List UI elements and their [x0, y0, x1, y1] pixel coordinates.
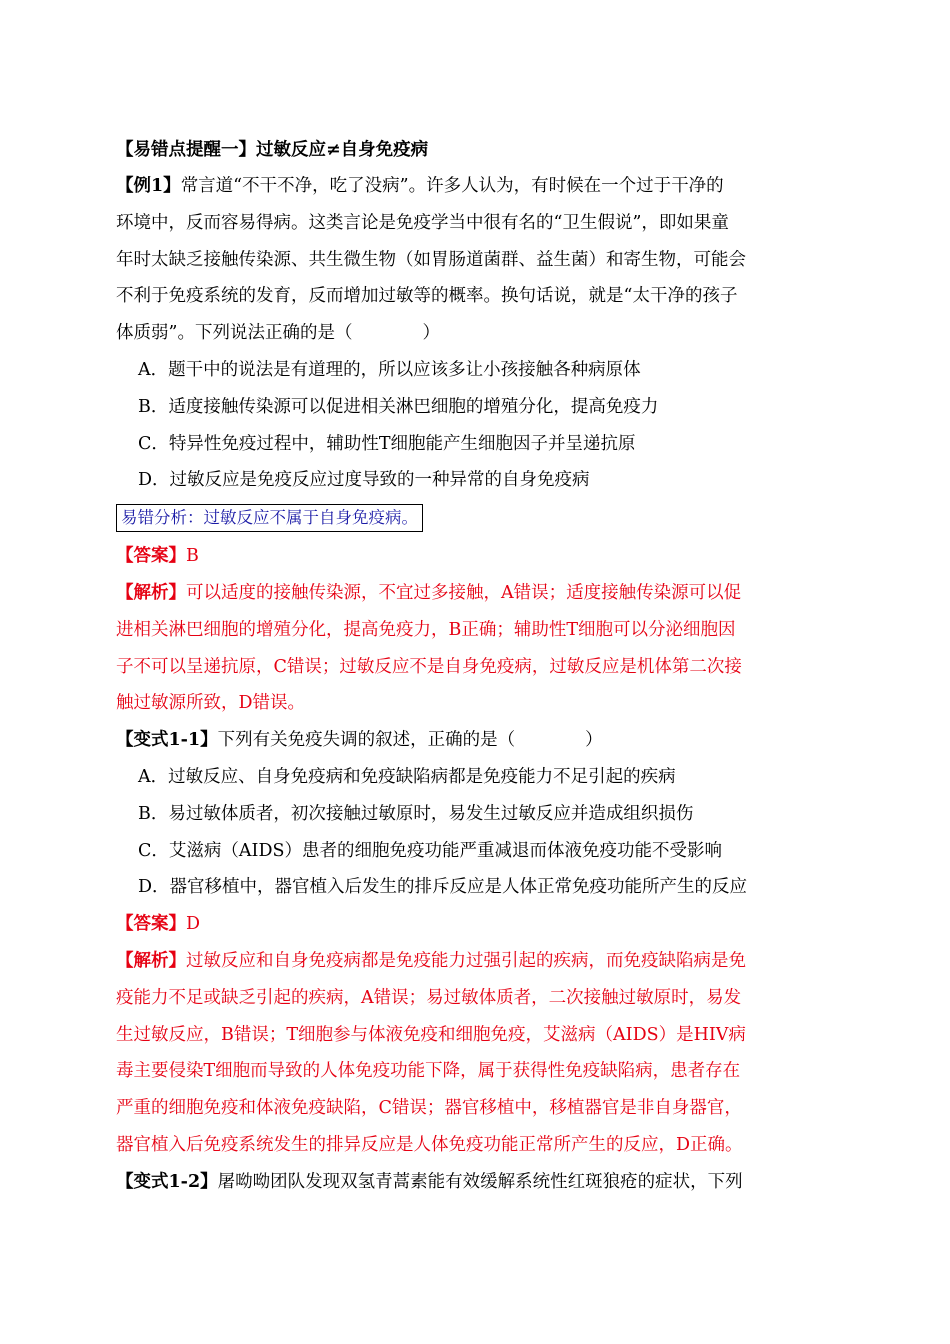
example1-analysis-tag: 【解析】	[116, 582, 186, 603]
example1-stem-line: 常言道“不干不净，吃了没病”。许多人认为，有时候在一个过于干净的	[180, 176, 724, 196]
example1-stem-line: 年时太缺乏接触传染源、共生微生物（如胃肠道菌群、益生菌）和寄生物，可能会	[116, 249, 746, 270]
variant1-1-analysis-line: 器官植入后免疫系统发生的排异反应是人体免疫功能正常所产生的反应，D正确。	[116, 1134, 743, 1155]
example1-option-a: A．题干中的说法是有道理的，所以应该多让小孩接触各种病原体	[138, 359, 641, 380]
variant1-2-stem	[116, 1164, 816, 1201]
variant1-1-option-b: B．易过敏体质者，初次接触过敏原时，易发生过敏反应并造成组织损伤	[138, 803, 694, 824]
variant1-1-answer	[116, 906, 816, 943]
variant1-1-analysis-text: 过敏反应和自身免疫病都是免疫能力过强引起的疾病，而免疫缺陷病是免	[186, 950, 746, 971]
section-title: 【易错点提醒一】过敏反应≠自身免疫病	[116, 140, 429, 160]
example1-option-c: C．特异性免疫过程中，辅助性T细胞能产生细胞因子并呈递抗原	[138, 433, 636, 454]
example1-answer-value: B	[186, 546, 199, 567]
example1-answer-tag: 【答案】	[116, 546, 186, 567]
example1-line-1	[116, 168, 816, 205]
example1-analysis-text: 可以适度的接触传染源，不宜过多接触，A错误；适度接触传染源可以促	[186, 582, 742, 603]
variant1-1-analysis-line: 生过敏反应，B错误；T细胞参与体液免疫和细胞免疫，艾滋病（AIDS）是HIV病	[116, 1024, 746, 1045]
variant1-1-option-a: A．过敏反应、自身免疫病和免疫缺陷病都是免疫能力不足引起的疾病	[138, 766, 676, 787]
example1-stem-line: 不利于免疫系统的发育，反而增加过敏等的概率。换句话说，就是“太干净的孩子	[116, 286, 738, 307]
variant1-1-answer-value: D	[186, 914, 201, 935]
example1-option-b: B．适度接触传染源可以促进相关淋巴细胞的增殖分化，提高免疫力	[138, 396, 659, 417]
example1-analysis-line: 子不可以呈递抗原，C错误；过敏反应不是自身免疫病，过敏反应是机体第二次接	[116, 656, 742, 677]
variant1-1-analysis-line	[116, 943, 816, 980]
example1-tip-row	[116, 499, 816, 538]
variant1-1-option-d: D．器官移植中，器官植入后发生的排斥反应是人体正常免疫功能所产生的反应	[138, 877, 748, 898]
variant1-1-stem	[116, 722, 816, 759]
variant1-1-analysis-tag: 【解析】	[116, 950, 186, 971]
variant1-1-analysis-line: 严重的细胞免疫和体液免疫缺陷，C错误；器官移植中，移植器官是非自身器官，	[116, 1098, 742, 1119]
variant1-1-analysis-line: 毒主要侵染T细胞而导致的人体免疫功能下降，属于获得性免疫缺陷病，患者存在	[116, 1061, 741, 1082]
example1-error-tip: 易错分析：过敏反应不属于自身免疫病。	[116, 504, 423, 532]
example1-stem-line: 体质弱”。下列说法正确的是（ ）	[116, 323, 440, 344]
variant1-2-stem-text: 屠呦呦团队发现双氢青蒿素能有效缓解系统性红斑狼疮的症状，下列	[217, 1171, 743, 1192]
variant1-1-analysis-line: 疫能力不足或缺乏引起的疾病，A错误；易过敏体质者，二次接触过敏原时，易发	[116, 987, 742, 1008]
example1-analysis-line: 进相关淋巴细胞的增殖分化，提高免疫力，B正确；辅助性T细胞可以分泌细胞因	[116, 619, 736, 640]
example1-tag: 【例1】	[116, 176, 181, 196]
example1-analysis-line: 触过敏源所致，D错误。	[116, 693, 306, 714]
example1-answer	[116, 538, 816, 575]
variant1-2-tag: 【变式1-2】	[116, 1171, 218, 1192]
variant1-1-option-c: C．艾滋病（AIDS）患者的细胞免疫功能严重减退而体液免疫功能不受影响	[138, 840, 722, 861]
example1-option-d: D．过敏反应是免疫反应过度导致的一种异常的自身免疫病	[138, 470, 590, 491]
variant1-1-tag: 【变式1-1】	[116, 730, 218, 751]
example1-stem-line: 环境中，反而容易得病。这类言论是免疫学当中很有名的“卫生假说”，即如果童	[116, 212, 729, 233]
variant1-1-answer-tag: 【答案】	[116, 914, 186, 935]
variant1-1-stem-text: 下列有关免疫失调的叙述，正确的是（ ）	[217, 730, 603, 751]
example1-analysis-line	[116, 575, 816, 612]
document-page	[116, 136, 816, 1201]
